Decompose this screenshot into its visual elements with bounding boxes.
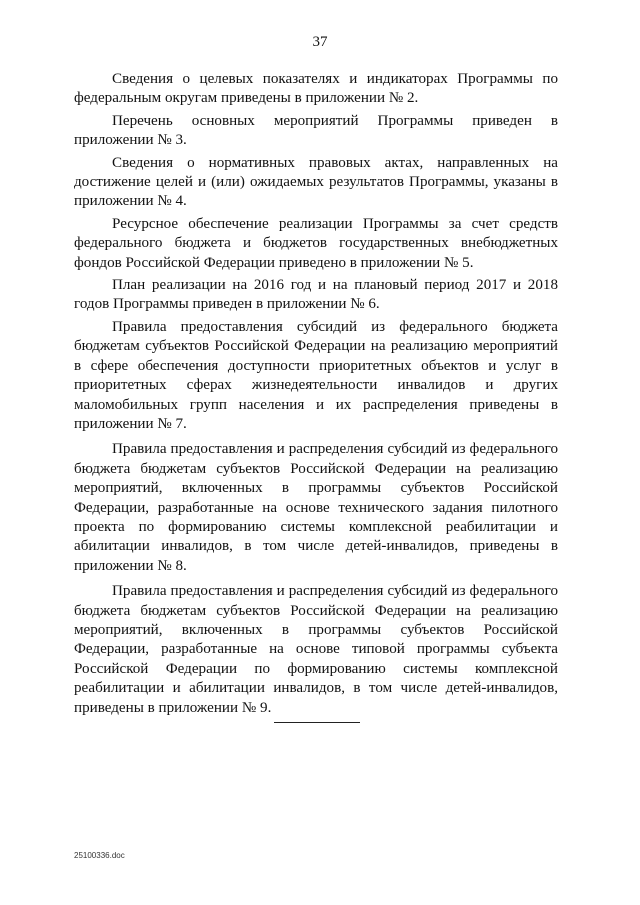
- paragraph-appendix-3: Перечень основных мероприятий Программы приведен в приложении № 3.: [74, 112, 558, 149]
- end-divider: [274, 722, 360, 723]
- paragraph-appendix-9: Правила предоставления и распределения субсидий из федерального бюджета бюджетам субъектов Российской Федерации на реализацию мероприятий, включенных в программы субъектов Российской Федерации, разработанные на основе типовой программы субъекта Российской Федерации по формированию системы комплексной реабилитации и абилитации инвалидов, в том числе детей-инвалидов, приведены в приложении № 9.: [74, 583, 558, 716]
- paragraph-appendix-5: Ресурсное обеспечение реализации Программы за счет средств федерального бюджета и бюджетов государственных внебюджетных фондов Российской Федерации приведено в приложении № 5.: [74, 215, 558, 271]
- paragraph-appendix-7: Правила предоставления субсидий из федерального бюджета бюджетам субъектов Российской Федерации на реализацию мероприятий в сфере обеспечения доступности приоритетных объектов и услуг в приоритетных сферах жизнедеятельности инвалидов и других маломобильных групп населения и их распределения приведены в приложении № 7.: [74, 318, 558, 432]
- paragraph-appendix-2: Сведения о целевых показателях и индикаторах Программы по федеральным округам приведены в приложении № 2.: [74, 71, 558, 107]
- paragraph-appendix-8: Правила предоставления и распределения субсидий из федерального бюджета бюджетам субъектов Российской Федерации на реализацию мероприятий, включенных в программы субъектов Российской Федерации, разработанные на основе технического задания пилотного проекта по формированию системы комплексной реабилитации и абилитации инвалидов, в том числе детей-инвалидов, приведены в приложении № 8.: [74, 441, 558, 574]
- page-number: 37: [312, 34, 328, 50]
- paragraph-appendix-6: План реализации на 2016 год и на плановый период 2017 и 2018 годов Программы приведен в приложении № 6.: [74, 277, 558, 313]
- paragraph-appendix-4: Сведения о нормативных правовых актах, направленных на достижение целей и (или) ожидаемых результатов Программы, указаны в приложении № 4.: [74, 154, 558, 210]
- footer-filename: 25100336.doc: [74, 851, 125, 860]
- document-body: [74, 70, 558, 721]
